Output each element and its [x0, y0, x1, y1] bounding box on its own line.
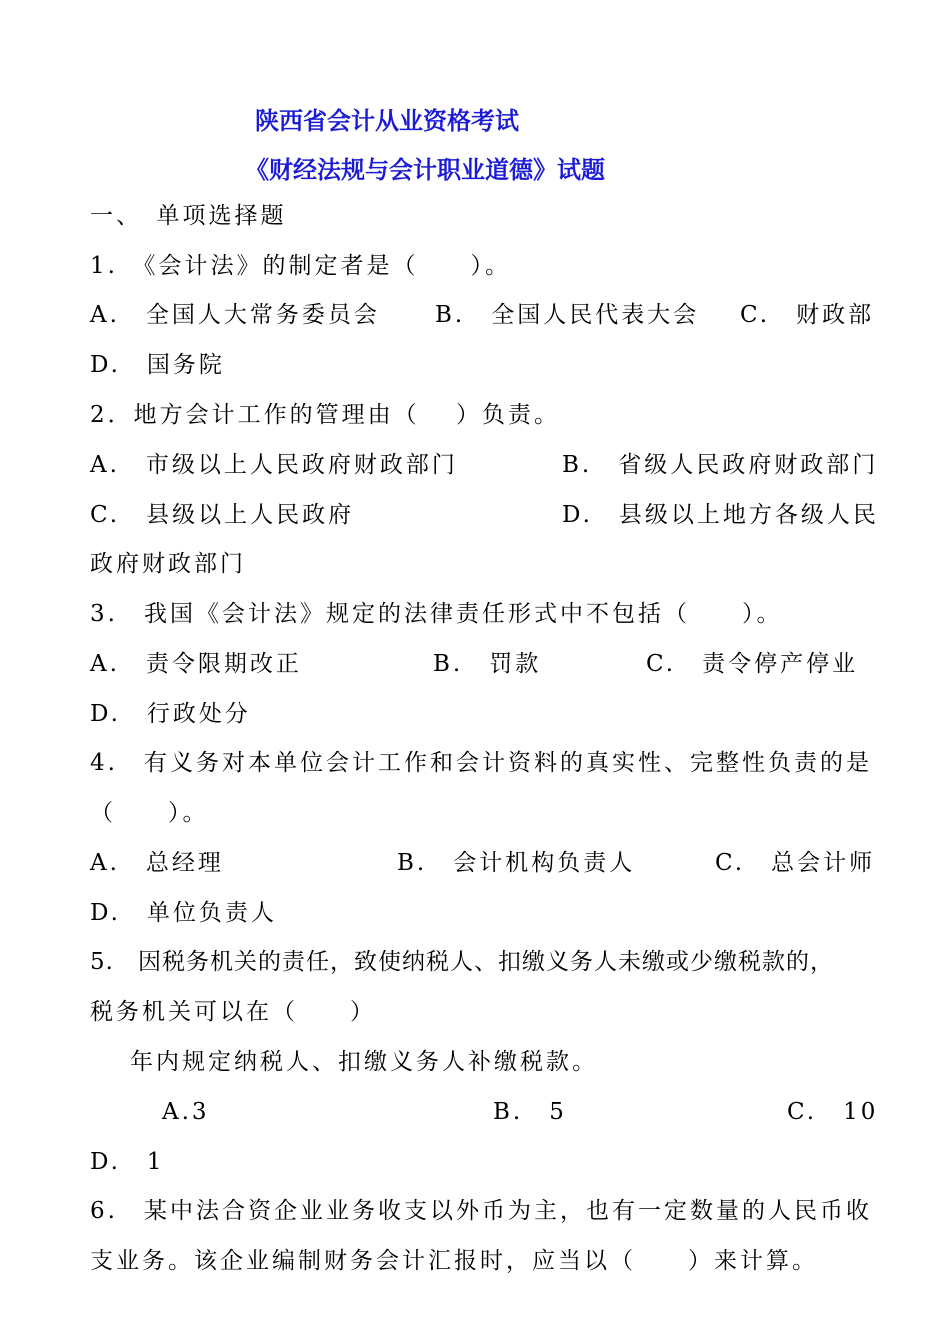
document-subtitle: 《财经法规与会计职业道德》试题 [245, 156, 605, 184]
question-5-option-c: C. 10 [787, 1099, 879, 1125]
question-1-option-c: C. 财政部 [740, 302, 875, 328]
question-3-option-b: B. 罚款 [433, 651, 542, 677]
question-5-option-d: D. 1 [90, 1149, 165, 1175]
question-1-stem: 1. 《会计法》的制定者是（ ）。 [90, 253, 511, 279]
question-4-stem-continued: （ ）。 [90, 800, 209, 826]
question-3-option-a: A. 责令限期改正 [90, 651, 302, 677]
question-1-option-b: B. 全国人民代表大会 [435, 302, 700, 328]
question-2-stem: 2．地方会计工作的管理由（ ）负责。 [90, 402, 560, 428]
question-4-option-b: B. 会计机构负责人 [397, 850, 636, 876]
question-2-option-b: B. 省级人民政府财政部门 [562, 452, 879, 478]
question-4-stem: 4. 有义务对本单位会计工作和会计资料的真实性、完整性负责的是 [90, 750, 872, 776]
question-1-option-a: A. 全国人大常务委员会 [90, 302, 380, 328]
question-6-stem: 6. 某中法合资企业业务收支以外币为主，也有一定数量的人民币收 [90, 1198, 872, 1224]
question-1-option-d: D. 国务院 [90, 352, 225, 378]
question-5-option-a: A.3 [162, 1099, 210, 1125]
question-5-stem-continued-2: 年内规定纳税人、扣缴义务人补缴税款。 [130, 1049, 598, 1075]
question-3-stem: 3. 我国《会计法》规定的法律责任形式中不包括（ ）。 [90, 601, 783, 627]
question-3-option-d: D. 行政处分 [90, 701, 251, 727]
question-2-option-d: D. 县级以上地方各级人民 [562, 502, 879, 528]
question-4-option-d: D. 单位负责人 [90, 900, 277, 926]
document-title: 陕西省会计从业资格考试 [255, 107, 519, 135]
question-5-stem: 5. 因税务机关的责任，致使纳税人、扣缴义务人未缴或少缴税款的， [90, 949, 834, 975]
question-6-stem-continued: 支业务。该企业编制财务会计汇报时，应当以（ ）来计算。 [90, 1248, 818, 1274]
question-2-option-a: A. 市级以上人民政府财政部门 [90, 452, 458, 478]
question-5-stem-continued: 税务机关可以在（ ） [90, 999, 376, 1025]
question-2-option-d-continued: 政府财政部门 [90, 551, 246, 577]
question-2-option-c: C. 县级以上人民政府 [90, 502, 355, 528]
question-5-option-b: B. 5 [493, 1099, 567, 1125]
question-4-option-c: C. 总会计师 [715, 850, 876, 876]
section-heading: 一、 单项选择题 [90, 203, 287, 229]
question-3-option-c: C. 责令停产停业 [646, 651, 859, 677]
question-4-option-a: A. 总经理 [90, 850, 224, 876]
